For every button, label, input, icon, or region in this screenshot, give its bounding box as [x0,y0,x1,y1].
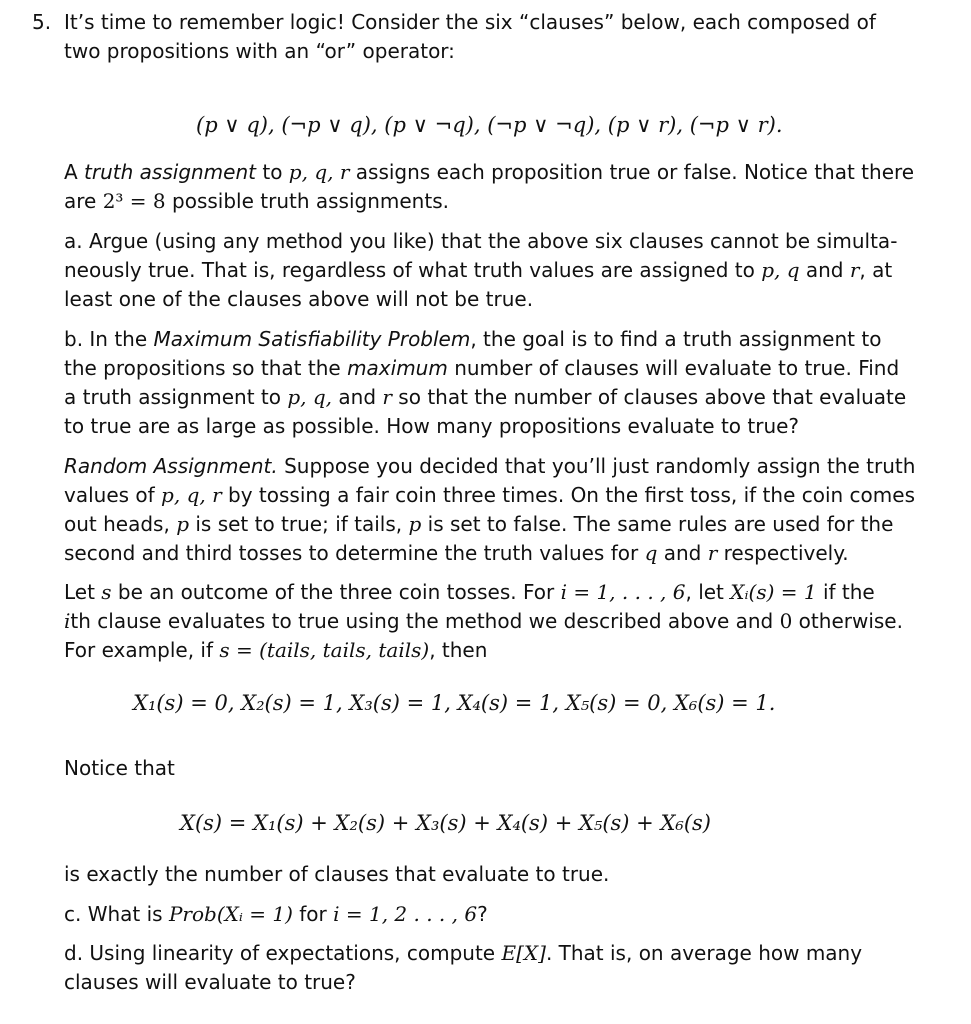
notice-label: Notice that [64,756,175,780]
part-d-line-1: d. Using linearity of expectations, compute E[X]. That is, on average how many [64,941,863,965]
part-b-line-4: to true are as large as possible. How many propositions evaluate to true? [64,414,800,438]
part-d-line-2: clauses will evaluate to true? [64,970,356,994]
truth-assignment-line-1: A truth assignment to p, q, r assigns each proposition true or false. Notice that there [64,160,915,184]
outcome-line-1: Let s be an outcome of the three coin tosses. For i = 1, . . . , 6, let Xᵢ(s) = 1 if the [64,580,875,604]
outcome-line-3: For example, if s = (tails, tails, tails), then [64,638,488,662]
intro-line-1: It’s time to remember logic! Consider the six “clauses” below, each composed of [64,10,876,34]
part-a-line-1: a. Argue (using any method you like) that the above six clauses cannot be simulta- [64,229,898,253]
part-a-line-2: neously true. That is, regardless of what truth values are assigned to p, q and r, at [64,258,893,282]
problem-number: 5. [32,10,52,34]
random-assignment-line-1: Random Assignment. Suppose you decided that you’ll just randomly assign the truth [64,454,916,478]
random-assignment-line-4: second and third tosses to determine the truth values for q and r respectively. [64,541,849,565]
part-c: c. What is Prob(Xᵢ = 1) for i = 1, 2 . . . , 6? [64,902,488,926]
part-a-line-3: least one of the clauses above will not be true. [64,287,534,311]
part-b-line-3: a truth assignment to p, q, and r so that the number of clauses above that evaluate [64,385,907,409]
intro-line-2: two propositions with an “or” operator: [64,39,455,63]
outcome-line-2: ith clause evaluates to true using the method we described above and 0 otherwise. [64,609,903,633]
random-assignment-line-2: values of p, q, r by tossing a fair coin three times. On the first toss, if the coin comes [64,483,915,507]
part-b-line-1: b. In the Maximum Satisfiability Problem, the goal is to find a truth assignment to [64,327,882,351]
truth-assignment-line-2: are 2³ = 8 possible truth assignments. [64,189,449,213]
example-values-display: X₁(s) = 0, X₂(s) = 1, X₃(s) = 1, X₄(s) = 1, X₅(s) = 0, X₆(s) = 1. [133,691,776,715]
notice-after: is exactly the number of clauses that evaluate to true. [64,862,610,886]
random-assignment-line-3: out heads, p is set to true; if tails, p is set to false. The same rules are used for the [64,512,894,536]
clauses-display: (p ∨ q), (¬p ∨ q), (p ∨ ¬q), (¬p ∨ ¬q), (p ∨ r), (¬p ∨ r). [196,113,783,137]
sum-formula-display: X(s) = X₁(s) + X₂(s) + X₃(s) + X₄(s) + X₅(s) + X₆(s) [180,811,711,835]
part-b-line-2: the propositions so that the maximum number of clauses will evaluate to true. Find [64,356,900,380]
